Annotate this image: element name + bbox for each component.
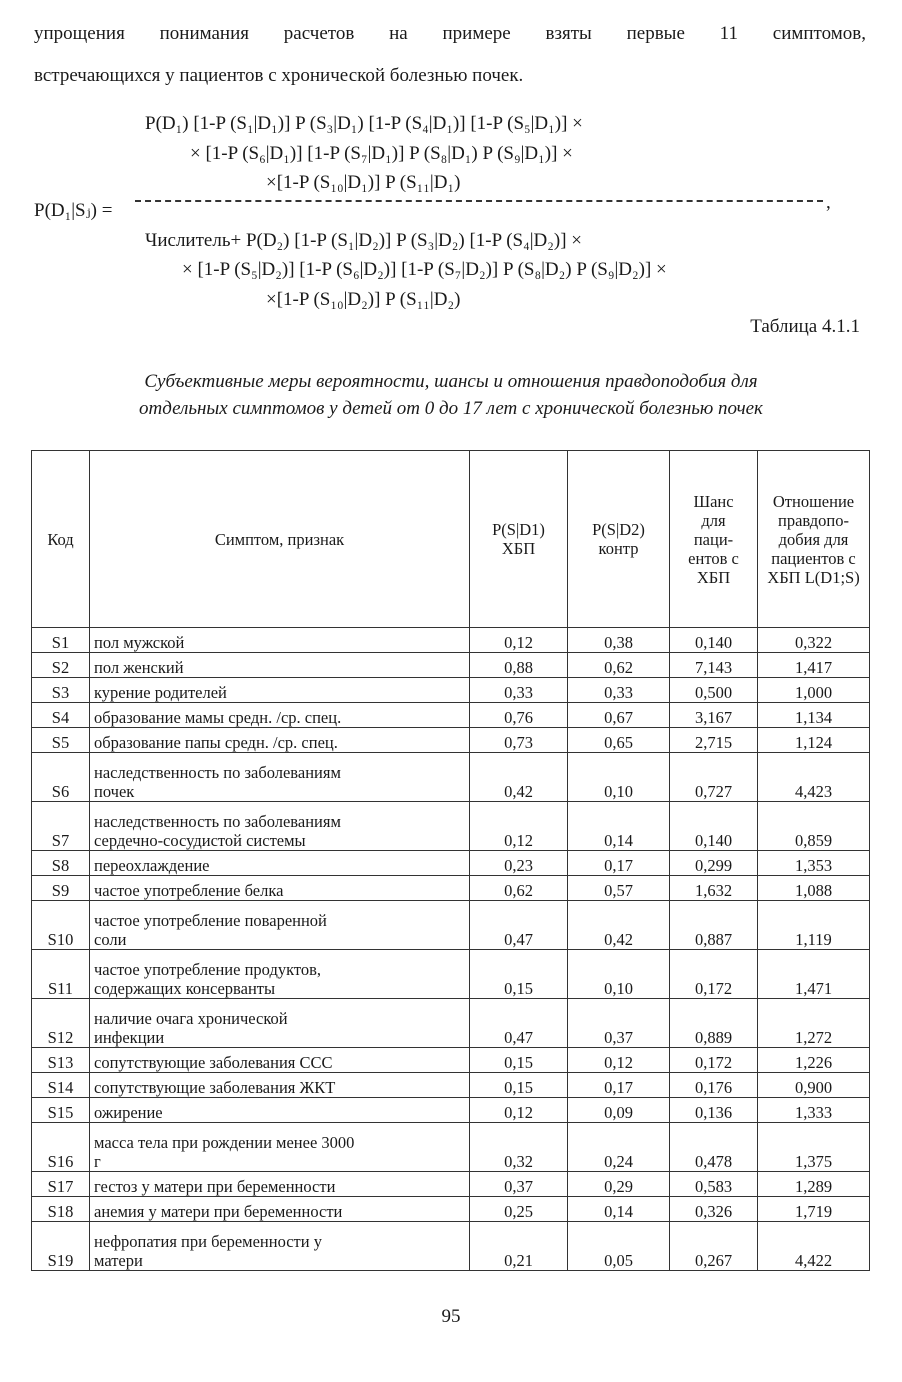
symptom-code: S16 xyxy=(32,1123,90,1172)
symptom-name xyxy=(90,753,470,802)
p-s-d1-value: 0,32 xyxy=(470,1123,568,1172)
p-s-d1-value: 0,76 xyxy=(470,703,568,728)
p-s-d2-value: 0,12 xyxy=(568,1048,670,1073)
symptom-name xyxy=(90,876,470,901)
p-s-d2-value: 0,37 xyxy=(568,999,670,1048)
symptom-text-line: почек xyxy=(94,782,135,801)
table-row xyxy=(32,628,870,653)
likelihood-ratio-value: 1,088 xyxy=(758,876,870,901)
header-p-d2 xyxy=(568,451,670,628)
symptom-name xyxy=(90,678,470,703)
table-row xyxy=(32,1048,870,1073)
symptoms-table xyxy=(31,450,870,1271)
odds-value: 0,176 xyxy=(670,1073,758,1098)
symptom-text-line: сопутствующие заболевания ЖКТ xyxy=(94,1078,336,1097)
symptom-code: S6 xyxy=(32,753,90,802)
symptom-text-line: пол мужской xyxy=(94,633,185,652)
symptom-text-line: частое употребление белка xyxy=(94,881,284,900)
formula-numerator-line-3: ×[1-P (S₁₀|D₁)] P (S₁₁|D₁) xyxy=(266,172,461,193)
odds-value: 0,172 xyxy=(670,1048,758,1073)
fraction-bar xyxy=(135,200,823,202)
symptom-text-line: наследственность по заболеваниям xyxy=(94,812,341,831)
odds-value: 0,583 xyxy=(670,1172,758,1197)
p-s-d2-value: 0,62 xyxy=(568,653,670,678)
p-s-d2-value: 0,17 xyxy=(568,1073,670,1098)
formula-numerator-line-1: P(D₁) [1-P (S₁|D₁)] P (S₃|D₁) [1-P (S₄|D₁)] [1-P (S₅|D₁)] × xyxy=(145,113,583,134)
symptom-name xyxy=(90,1123,470,1172)
symptom-text-line: содержащих консерванты xyxy=(94,979,276,998)
odds-value: 0,500 xyxy=(670,678,758,703)
table-row xyxy=(32,703,870,728)
table-caption xyxy=(20,368,882,422)
symptom-code: S14 xyxy=(32,1073,90,1098)
symptom-name xyxy=(90,999,470,1048)
symptom-code: S10 xyxy=(32,901,90,950)
p-s-d1-value: 0,37 xyxy=(470,1172,568,1197)
header-text-line: P(S|D2) xyxy=(592,520,645,539)
formula-comma: , xyxy=(826,192,831,213)
p-s-d2-value: 0,38 xyxy=(568,628,670,653)
likelihood-ratio-value: 1,417 xyxy=(758,653,870,678)
odds-value: 0,326 xyxy=(670,1197,758,1222)
likelihood-ratio-value: 1,375 xyxy=(758,1123,870,1172)
symptom-text-line: сопутствующие заболевания ССС xyxy=(94,1053,333,1072)
p-s-d1-value: 0,62 xyxy=(470,876,568,901)
odds-value: 0,478 xyxy=(670,1123,758,1172)
symptom-text-line: инфекции xyxy=(94,1028,165,1047)
likelihood-ratio-value: 1,719 xyxy=(758,1197,870,1222)
symptom-text-line: гестоз у матери при беременности xyxy=(94,1177,336,1196)
p-s-d2-value: 0,14 xyxy=(568,1197,670,1222)
odds-value: 7,143 xyxy=(670,653,758,678)
odds-value: 0,889 xyxy=(670,999,758,1048)
header-text-line: правдопо- xyxy=(777,510,849,530)
likelihood-ratio-value: 1,000 xyxy=(758,678,870,703)
table-row xyxy=(32,1098,870,1123)
likelihood-ratio-value: 1,226 xyxy=(758,1048,870,1073)
intro-line-2: встречающихся у пациентов с хронической болезнью почек. xyxy=(34,65,524,86)
symptom-code: S18 xyxy=(32,1197,90,1222)
symptom-text-line: курение родителей xyxy=(94,683,227,702)
symptom-name xyxy=(90,628,470,653)
odds-value: 0,136 xyxy=(670,1098,758,1123)
header-text-line: Симптом, признак xyxy=(214,529,345,549)
header-text-line: добия для xyxy=(778,529,849,549)
symptom-code: S2 xyxy=(32,653,90,678)
header-symptom xyxy=(90,451,470,628)
odds-value: 1,632 xyxy=(670,876,758,901)
symptom-text-line: пол женский xyxy=(94,658,184,677)
page-number: 95 xyxy=(441,1306,461,1327)
symptom-code: S3 xyxy=(32,678,90,703)
symptom-name xyxy=(90,1098,470,1123)
odds-value: 0,172 xyxy=(670,950,758,999)
header-code xyxy=(32,451,90,628)
likelihood-ratio-value: 1,353 xyxy=(758,851,870,876)
p-s-d2-value: 0,33 xyxy=(568,678,670,703)
likelihood-ratio-value: 1,134 xyxy=(758,703,870,728)
table-body xyxy=(32,628,870,1271)
odds-value: 2,715 xyxy=(670,728,758,753)
symptom-text-line: сердечно-сосудистой системы xyxy=(94,831,306,850)
symptom-code: S1 xyxy=(32,628,90,653)
header-text-line: ХБП xyxy=(696,567,731,587)
header-text-line: ХБП L(D1;S) xyxy=(767,567,860,587)
odds-value: 3,167 xyxy=(670,703,758,728)
odds-value: 0,887 xyxy=(670,901,758,950)
symptom-code: S19 xyxy=(32,1222,90,1271)
formula-lhs: P(D₁|Sⱼ) = xyxy=(34,200,113,221)
symptom-text-line: частое употребление поваренной xyxy=(94,911,327,930)
symptom-code: S11 xyxy=(32,950,90,999)
symptom-name xyxy=(90,1048,470,1073)
p-s-d2-value: 0,14 xyxy=(568,802,670,851)
p-s-d1-value: 0,47 xyxy=(470,999,568,1048)
odds-value: 0,140 xyxy=(670,628,758,653)
header-text-line: P(S|D1) xyxy=(492,520,545,539)
header-text-line: Отношение xyxy=(772,491,855,511)
header-text-line: для xyxy=(701,510,726,530)
symptom-text-line: нефропатия при беременности у xyxy=(94,1232,322,1251)
symptom-name xyxy=(90,1222,470,1271)
symptom-code: S17 xyxy=(32,1172,90,1197)
table-row xyxy=(32,950,870,999)
caption-line-2: отдельных симптомов у детей от 0 до 17 лет с хронической болезнью почек xyxy=(139,398,763,419)
p-s-d1-value: 0,88 xyxy=(470,653,568,678)
table-row xyxy=(32,653,870,678)
formula-denominator-line-2: × [1-P (S₅|D₂)] [1-P (S₆|D₂)] [1-P (S₇|D₂)] P (S₈|D₂) P (S₉|D₂)] × xyxy=(182,259,667,280)
symptom-name xyxy=(90,653,470,678)
likelihood-ratio-value: 4,422 xyxy=(758,1222,870,1271)
header-p-d1 xyxy=(470,451,568,628)
symptom-code: S12 xyxy=(32,999,90,1048)
formula-denominator-line-1: Числитель+ P(D₂) [1-P (S₁|D₂)] P (S₃|D₂) [1-P (S₄|D₂)] × xyxy=(145,230,583,251)
likelihood-ratio-value: 1,119 xyxy=(758,901,870,950)
p-s-d2-value: 0,42 xyxy=(568,901,670,950)
p-s-d1-value: 0,47 xyxy=(470,901,568,950)
p-s-d2-value: 0,10 xyxy=(568,753,670,802)
p-s-d1-value: 0,15 xyxy=(470,950,568,999)
p-s-d1-value: 0,42 xyxy=(470,753,568,802)
table-row xyxy=(32,1197,870,1222)
intro-line-1: упрощения понимания расчетов на примере взяты первые 11 симптомов, xyxy=(34,23,866,44)
symptom-name xyxy=(90,851,470,876)
table-row xyxy=(32,802,870,851)
header-text-line: пациентов с xyxy=(771,548,856,568)
symptom-text-line: образование папы средн. /ср. спец. xyxy=(94,733,338,752)
p-s-d2-value: 0,05 xyxy=(568,1222,670,1271)
symptom-text-line: соли xyxy=(94,930,127,949)
caption-line-1: Субъективные меры вероятности, шансы и отношения правдоподобия для xyxy=(144,371,758,392)
table-row xyxy=(32,1123,870,1172)
header-odds xyxy=(670,451,758,628)
header-text-line: Шанс xyxy=(693,491,734,511)
symptom-code: S15 xyxy=(32,1098,90,1123)
header-likelihood-ratio xyxy=(758,451,870,628)
symptom-name xyxy=(90,1073,470,1098)
header-text-line: Код xyxy=(47,529,74,549)
likelihood-ratio-value: 1,124 xyxy=(758,728,870,753)
formula-denominator-line-3: ×[1-P (S₁₀|D₂)] P (S₁₁|D₂) xyxy=(266,289,461,310)
symptom-text-line: анемия у матери при беременности xyxy=(94,1202,343,1221)
likelihood-ratio-value: 4,423 xyxy=(758,753,870,802)
header-text-line: ХБП xyxy=(501,539,536,558)
likelihood-ratio-value: 1,289 xyxy=(758,1172,870,1197)
symptom-code: S8 xyxy=(32,851,90,876)
p-s-d1-value: 0,12 xyxy=(470,1098,568,1123)
likelihood-ratio-value: 0,900 xyxy=(758,1073,870,1098)
header-text-line: ентов с xyxy=(688,548,739,568)
likelihood-ratio-value: 0,322 xyxy=(758,628,870,653)
symptom-text-line: наследственность по заболеваниям xyxy=(94,763,341,782)
odds-value: 0,299 xyxy=(670,851,758,876)
odds-value: 0,267 xyxy=(670,1222,758,1271)
symptom-name xyxy=(90,1172,470,1197)
p-s-d1-value: 0,23 xyxy=(470,851,568,876)
p-s-d2-value: 0,65 xyxy=(568,728,670,753)
table-label: Таблица 4.1.1 xyxy=(750,316,860,337)
symptom-code: S5 xyxy=(32,728,90,753)
symptom-name xyxy=(90,703,470,728)
table-row xyxy=(32,753,870,802)
likelihood-ratio-value: 1,272 xyxy=(758,999,870,1048)
header-text-line: паци- xyxy=(693,529,734,549)
likelihood-ratio-value: 1,333 xyxy=(758,1098,870,1123)
symptom-text-line: матери xyxy=(94,1251,143,1270)
table-row xyxy=(32,728,870,753)
symptom-text-line: г xyxy=(94,1152,101,1171)
table-row xyxy=(32,1073,870,1098)
symptom-name xyxy=(90,728,470,753)
symptom-name xyxy=(90,1197,470,1222)
symptom-name xyxy=(90,901,470,950)
odds-value: 0,140 xyxy=(670,802,758,851)
symptom-name xyxy=(90,950,470,999)
p-s-d1-value: 0,12 xyxy=(470,802,568,851)
p-s-d1-value: 0,21 xyxy=(470,1222,568,1271)
table-header-row xyxy=(32,451,870,628)
likelihood-ratio-value: 1,471 xyxy=(758,950,870,999)
symptom-text-line: ожирение xyxy=(94,1103,163,1122)
header-text-line: контр xyxy=(598,539,639,558)
p-s-d2-value: 0,57 xyxy=(568,876,670,901)
p-s-d2-value: 0,10 xyxy=(568,950,670,999)
symptom-code: S13 xyxy=(32,1048,90,1073)
symptom-text-line: масса тела при рождении менее 3000 xyxy=(94,1133,355,1152)
p-s-d2-value: 0,09 xyxy=(568,1098,670,1123)
p-s-d1-value: 0,33 xyxy=(470,678,568,703)
table-row xyxy=(32,901,870,950)
p-s-d1-value: 0,12 xyxy=(470,628,568,653)
symptom-text-line: переохлаждение xyxy=(94,856,210,875)
table-row xyxy=(32,876,870,901)
symptom-code: S9 xyxy=(32,876,90,901)
table-row xyxy=(32,678,870,703)
p-s-d1-value: 0,15 xyxy=(470,1048,568,1073)
formula-numerator-line-2: × [1-P (S₆|D₁)] [1-P (S₇|D₁)] P (S₈|D₁) P (S₉|D₁)] × xyxy=(190,143,573,164)
table-row xyxy=(32,999,870,1048)
p-s-d2-value: 0,67 xyxy=(568,703,670,728)
table-row xyxy=(32,1172,870,1197)
symptom-name xyxy=(90,802,470,851)
table-row xyxy=(32,1222,870,1271)
p-s-d1-value: 0,15 xyxy=(470,1073,568,1098)
symptom-code: S7 xyxy=(32,802,90,851)
symptom-text-line: частое употребление продуктов, xyxy=(94,960,322,979)
likelihood-ratio-value: 0,859 xyxy=(758,802,870,851)
p-s-d1-value: 0,73 xyxy=(470,728,568,753)
symptom-text-line: наличие очага хронической xyxy=(94,1009,288,1028)
odds-value: 0,727 xyxy=(670,753,758,802)
symptom-text-line: образование мамы средн. /ср. спец. xyxy=(94,708,342,727)
p-s-d2-value: 0,24 xyxy=(568,1123,670,1172)
p-s-d2-value: 0,29 xyxy=(568,1172,670,1197)
p-s-d1-value: 0,25 xyxy=(470,1197,568,1222)
p-s-d2-value: 0,17 xyxy=(568,851,670,876)
table-row xyxy=(32,851,870,876)
symptom-code: S4 xyxy=(32,703,90,728)
